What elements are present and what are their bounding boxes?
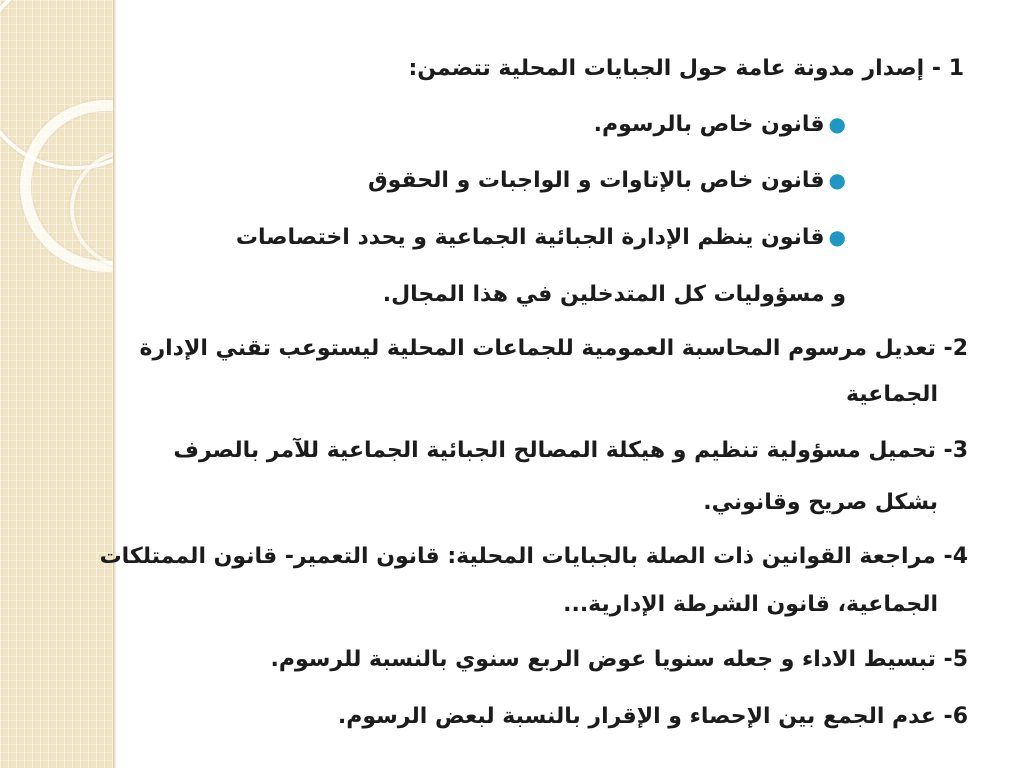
bullet-text: قانون خاص بالإتاوات و الواجبات و الحقوق (367, 168, 825, 193)
item-1-heading (408, 58, 964, 80)
bullet-dot-icon: ● (828, 168, 846, 192)
bullet-dot-icon: ● (828, 112, 846, 136)
item-4-line-1: 4- مراجعة القوانين ذات الصلة بالجبايات المحلية: قانون التعمير- قانون الممتلكات (99, 544, 968, 569)
item-5: 5- تبسيط الاداء و جعله سنويا عوض الربع سنوي بالنسبة للرسوم. (270, 647, 968, 672)
bullet-item (368, 170, 846, 192)
bullet-item (594, 114, 846, 136)
item-3-line-1: 3- تحميل مسؤولية تنظيم و هيكلة المصالح الجبائية الجماعية للآمر بالصرف (173, 438, 968, 463)
item-3-line-2: بشكل صريح وقانوني. (703, 490, 938, 515)
item-4-line-2: الجماعية، قانون الشرطة الإدارية... (563, 592, 938, 617)
item-2-line-1: 2- تعديل مرسوم المحاسبة العمومية للجماعات المحلية ليستوعب تقني الإدارة (139, 336, 968, 361)
bullet-item (236, 227, 846, 249)
item-1-text: إصدار مدونة عامة حول الجبايات المحلية تتضمن: (408, 56, 925, 81)
bullet-dot-icon: ● (828, 225, 846, 249)
bullet-text: قانون ينظم الإدارة الجبائية الجماعية و يحدد اختصاصات (235, 225, 825, 250)
bullet-text: قانون خاص بالرسوم. (593, 112, 825, 137)
bullet-continuation: و مسؤوليات كل المتدخلين في هذا المجال. (382, 282, 846, 307)
item-2-line-2: الجماعية (845, 382, 938, 407)
item-6: 6- عدم الجمع بين الإحصاء و الإقرار بالنسبة لبعض الرسوم. (337, 704, 968, 729)
item-1-number: 1 - (931, 56, 964, 81)
